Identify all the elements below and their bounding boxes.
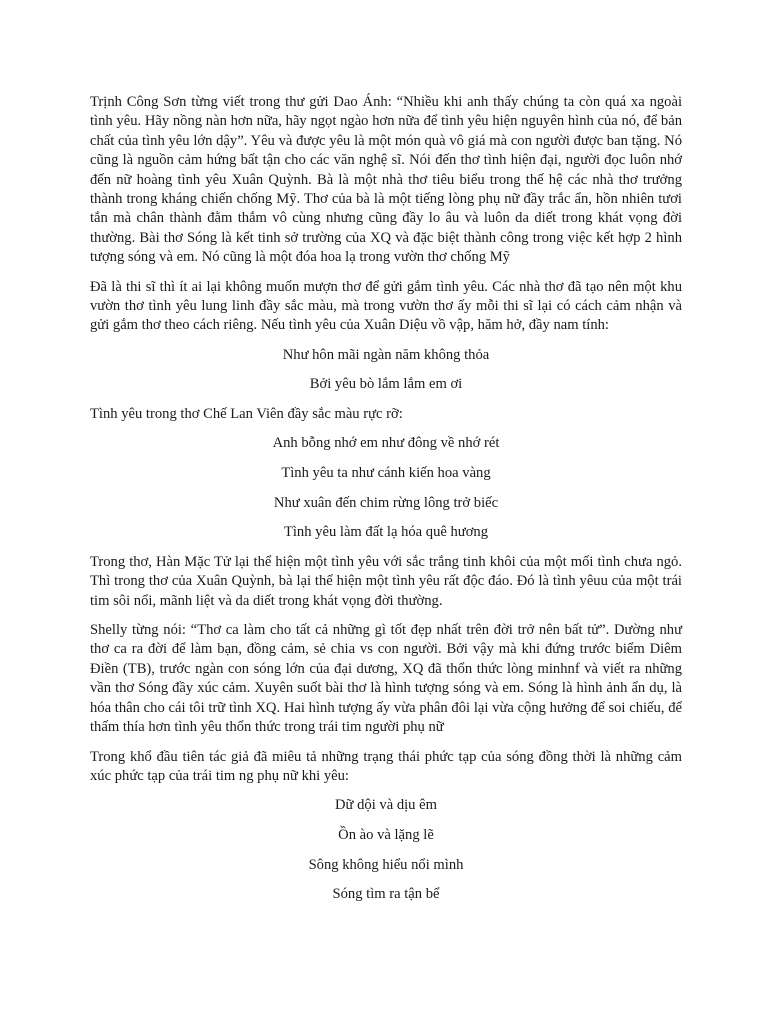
paragraph-han-mac-tu: Trong thơ, Hàn Mặc Tử lại thể hiện một tình yêu với sắc trắng tinh khôi của một mối tình chưa ngỏ. Thì trong thơ của Xuân Quỳnh, bà lại thể hiện một tình yêu rất độc đáo. Đó là tình yêuu của một trái tim sôi nổi, mãnh liệt và da diết trong khát vọng đời thường. [90, 553, 682, 609]
paragraph-intro: Trịnh Công Sơn từng viết trong thư gửi Dao Ánh: “Nhiều khi anh thấy chúng ta còn quá xa ngoài tình yêu. Hãy nồng nàn hơn nữa, hãy ngọt ngào hơn nữa để tình yêu hiện nguyên hình của nó, để bản chất của tình yêu lớn dậy”. Yêu và được yêu là một món quà vô giá mà con người được ban tặng. Nó cũng là nguồn cảm hứng bất tận cho các văn nghệ sĩ. Nói đến thơ tình hiện đại, người đọc luôn nhớ đến nữ hoàng tình yêu Xuân Quỳnh. Bà là một nhà thơ tiêu biểu trong thế hệ các nhà thơ trưởng thành trong kháng chiến chống Mỹ. Thơ của bà là một tiếng lòng phụ nữ đầy trắc ẩn, hồn nhiên tươi tắn mà chân thành đằm thắm vô cùng nhưng cũng đầy lo âu và luôn da diết trong khát vọng đời thường. Bài thơ Sóng là kết tinh sở trường của XQ và đặc biệt thành công trong việc kết hợp 2 hình tượng sóng và em. Nó cũng là một đóa hoa lạ trong vườn thơ chống Mỹ [90, 94, 682, 266]
paragraph-xuan-dieu: Đã là thi sĩ thì ít ai lại không muốn mượn thơ để gửi gắm tình yêu. Các nhà thơ đã tạo nên một khu vườn thơ tình yêu lung linh đầy sắc màu, mà trong vườn thơ ấy mỗi thi sĩ lại có cách cảm nhận và gửi gắm thơ theo cách riêng. Nếu tình yêu của Xuân Diệu vồ vập, hăm hở, đầy nam tính: [90, 278, 682, 334]
paragraph-first-stanza: Trong khổ đầu tiên tác giả đã miêu tả những trạng thái phức tạp của sóng đồng thời là những cảm xúc phức tạp của trái tim ng phụ nữ khi yêu: [90, 748, 682, 784]
verse-song [90, 796, 682, 904]
verse-che-lan-vien [90, 434, 682, 542]
verse-line: Sóng tìm ra tận bể [332, 886, 440, 903]
document-page [90, 93, 682, 915]
verse-line: Như xuân đến chim rừng lông trở biếc [273, 494, 499, 511]
verse-line: Sông không hiểu nổi mình [308, 856, 464, 873]
verse-line: Như hôn mãi ngàn năm không thỏa [282, 346, 490, 363]
verse-xuan-dieu [90, 346, 682, 395]
verse-line: Anh bỗng nhớ em như đông về nhớ rét [272, 435, 500, 452]
verse-line: Bởi yêu bò lắm lắm em ơi [309, 376, 463, 393]
verse-line: Tình yêu làm đất lạ hóa quê hương [283, 524, 489, 541]
verse-line: Tình yêu ta như cánh kiến hoa vàng [281, 465, 491, 482]
paragraph-shelly: Shelly từng nói: “Thơ ca làm cho tất cả những gì tốt đẹp nhất trên đời trở nên bất tử”. Dường như thơ ca ra đời để làm bạn, đồng cảm, sẻ chia vs con người. Bởi vậy mà khi đứng trước biểm Diêm Điền (TB), trước ngàn con sóng lớn của đại dương, XQ đã thổn thức lòng minhnf và viết ra những vần thơ Sóng đầy xúc cảm. Xuyên suốt bài thơ là hình tượng sóng và em. Sóng là hình ảnh ẩn dụ, là hóa thân cho cái tôi trữ tình XQ. Hai hình tượng ấy vừa phân đôi lại vừa cộng hưởng để soi chiếu, để thấm thía hơn tình yêu thổn thức trong trái tim người phụ nữ [90, 622, 682, 736]
verse-line: Ồn ào và lặng lẽ [338, 826, 434, 843]
paragraph-che-lan-vien: Tình yêu trong thơ Chế Lan Viên đầy sắc màu rực rỡ: [90, 406, 403, 423]
verse-line: Dữ dội và dịu êm [335, 797, 437, 814]
